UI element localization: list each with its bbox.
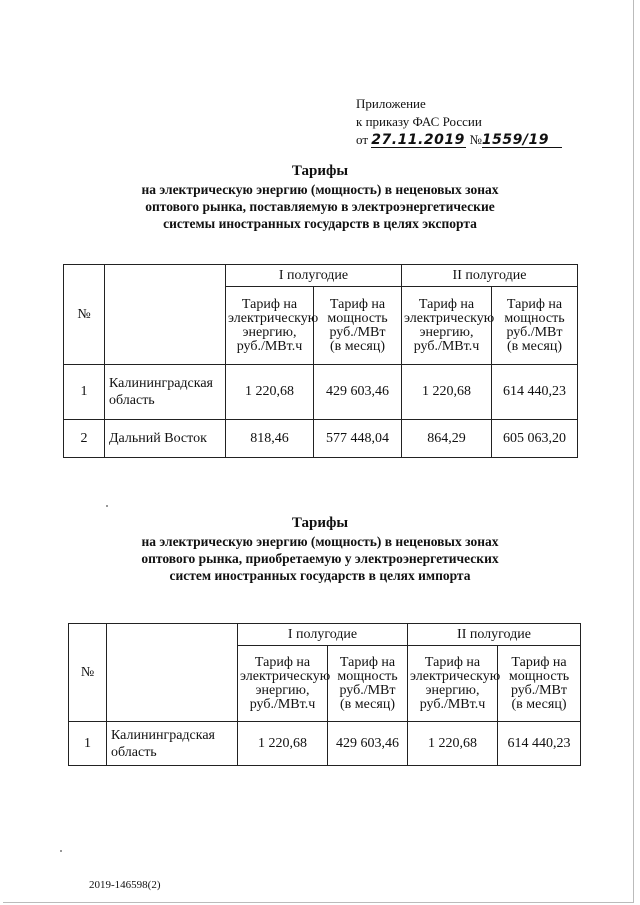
import-title: Тарифы <box>291 515 349 531</box>
header-region <box>107 624 238 722</box>
export-subtitle-line-1: на электрическую энергию (мощность) в неценовых зонах <box>141 182 499 197</box>
order-number: 1559/19 <box>481 132 549 148</box>
table-row <box>69 722 581 766</box>
header-number: № <box>64 265 105 365</box>
header-power-tariff: Тариф на мощность руб./МВт (в месяц) <box>498 646 581 722</box>
order-date: 27.11.2019 <box>371 132 465 148</box>
header-energy-tariff: Тариф на электрическую энергию, руб./МВт.ч <box>402 287 492 365</box>
row-h1-power: 429 603,46 <box>328 722 408 766</box>
appendix-label: Приложение <box>356 96 426 111</box>
appendix-order-line <box>356 131 562 149</box>
document-id: 2019-146598(2) <box>89 879 161 891</box>
scan-speck <box>60 850 62 852</box>
row-region: Дальний Восток <box>105 420 226 458</box>
header-region <box>105 265 226 365</box>
row-number: 1 <box>69 722 107 766</box>
number-prefix: № <box>469 132 482 147</box>
row-h1-power: 429 603,46 <box>314 365 402 420</box>
scan-speck <box>106 505 108 507</box>
export-title: Тарифы <box>291 163 349 179</box>
import-tariff-table <box>68 623 581 766</box>
row-h1-power: 577 448,04 <box>314 420 402 458</box>
export-title-block <box>0 163 640 232</box>
row-h1-energy: 818,46 <box>226 420 314 458</box>
import-subtitle-line-1: на электрическую энергию (мощность) в неценовых зонах <box>141 534 499 549</box>
export-subtitle-line-2: оптового рынка, поставляемую в электроэнергетические <box>145 199 495 214</box>
order-number-field <box>482 133 562 148</box>
export-tariff-table <box>63 264 578 458</box>
header-half-1: I полугодие <box>226 265 402 287</box>
appendix-order-ref: к приказу ФАС России <box>356 114 482 129</box>
row-number: 2 <box>64 420 105 458</box>
header-energy-tariff: Тариф на электрическую энергию, руб./МВт.ч <box>238 646 328 722</box>
header-half-2: II полугодие <box>408 624 581 646</box>
import-subtitle-line-3: систем иностранных государств в целях импорта <box>169 568 471 583</box>
row-h2-power: 614 440,23 <box>492 365 578 420</box>
row-h1-energy: 1 220,68 <box>238 722 328 766</box>
export-subtitle-line-3: системы иностранных государств в целях экспорта <box>163 216 477 231</box>
row-h2-power: 614 440,23 <box>498 722 581 766</box>
row-region: Калининградская область <box>105 365 226 420</box>
row-h1-energy: 1 220,68 <box>226 365 314 420</box>
order-date-field <box>371 133 466 148</box>
table-row <box>64 365 578 420</box>
header-energy-tariff: Тариф на электрическую энергию, руб./МВт.ч <box>408 646 498 722</box>
row-h2-energy: 1 220,68 <box>408 722 498 766</box>
row-h2-energy: 1 220,68 <box>402 365 492 420</box>
header-half-2: II полугодие <box>402 265 578 287</box>
appendix-reference <box>356 95 562 149</box>
import-title-block <box>0 515 640 584</box>
row-number: 1 <box>64 365 105 420</box>
header-power-tariff: Тариф на мощность руб./МВт (в месяц) <box>314 287 402 365</box>
row-region: Калининградская область <box>107 722 238 766</box>
header-energy-tariff: Тариф на электрическую энергию, руб./МВт.ч <box>226 287 314 365</box>
date-prefix: от <box>356 132 369 147</box>
header-half-1: I полугодие <box>238 624 408 646</box>
table-row <box>64 420 578 458</box>
header-number: № <box>69 624 107 722</box>
header-power-tariff: Тариф на мощность руб./МВт (в месяц) <box>328 646 408 722</box>
row-h2-energy: 864,29 <box>402 420 492 458</box>
row-h2-power: 605 063,20 <box>492 420 578 458</box>
header-power-tariff: Тариф на мощность руб./МВт (в месяц) <box>492 287 578 365</box>
import-subtitle-line-2: оптового рынка, приобретаемую у электроэнергетических <box>141 551 499 566</box>
